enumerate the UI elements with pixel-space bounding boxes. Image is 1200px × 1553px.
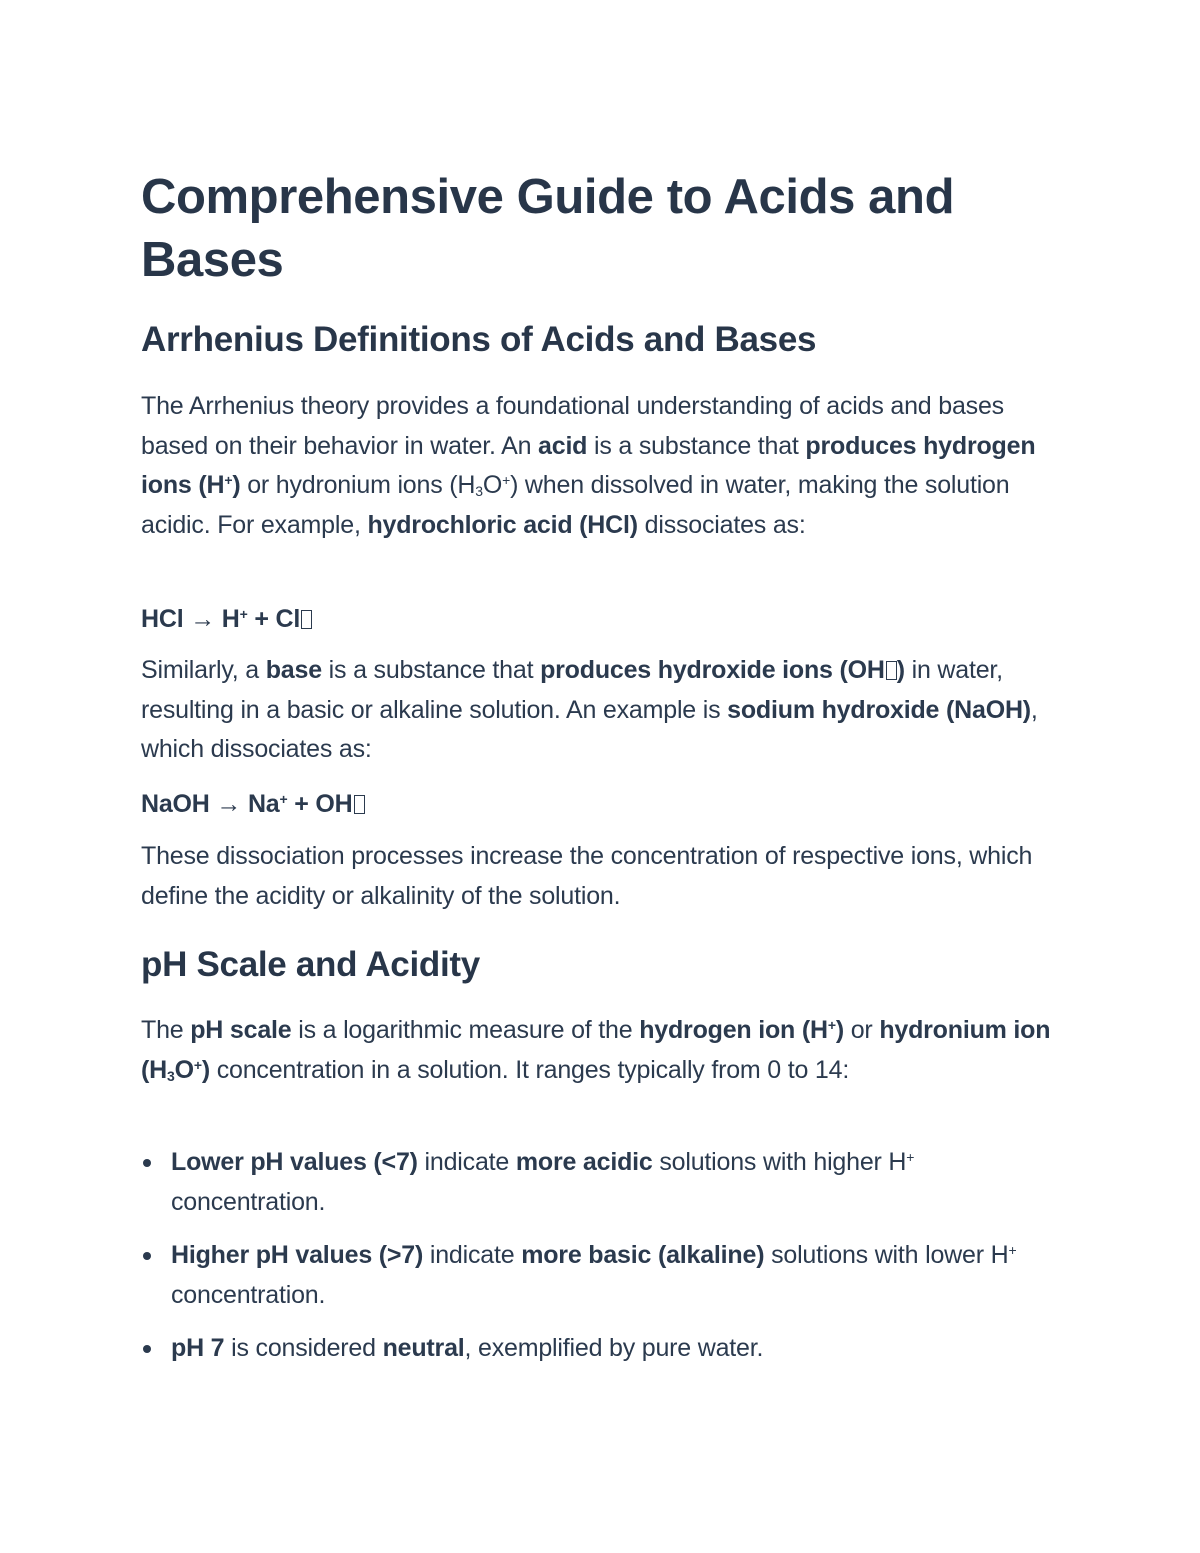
missing-glyph-icon [301, 610, 312, 629]
ph-bullet-list [141, 1143, 1061, 1383]
section-heading-arrhenius: Arrhenius Definitions of Acids and Bases [141, 320, 817, 359]
equation-hcl: HCl → H+ + Cl [141, 601, 312, 637]
missing-glyph-icon [354, 795, 365, 814]
arrhenius-base-paragraph: Similarly, a base is a substance that produces hydroxide ions (OH ) in water, resulting in a basic or alkaline solution. An example is sodium hydroxide (NaOH), which dissociates as: [141, 656, 1038, 763]
ph-scale-paragraph: The pH scale is a logarithmic measure of the hydrogen ion (H+) or hydronium ion $(H_3O^+)$ concentration in a solution. It ranges typically from 0 to 14: [141, 1016, 1051, 1084]
list-item: Lower pH values (<7) indicate more acidic solutions with higher H+ concentration. [141, 1143, 1061, 1222]
bullet-icon [143, 1252, 151, 1260]
list-item: pH 7 is considered neutral, exemplified by pure water. [141, 1329, 1061, 1369]
dissociation-summary-paragraph: These dissociation processes increase the concentration of respective ions, which define the acidity or alkalinity of the solution. [141, 842, 1033, 910]
page-title: Comprehensive Guide to Acids and Bases [141, 170, 955, 287]
section-heading-ph-scale: pH Scale and Acidity [141, 945, 480, 984]
missing-glyph-icon [886, 661, 897, 680]
bullet-icon [143, 1159, 151, 1167]
list-item: Higher pH values (>7) indicate more basic (alkaline) solutions with lower H+ concentration. [141, 1236, 1061, 1315]
arrhenius-acid-paragraph: The Arrhenius theory provides a foundational understanding of acids and bases based on their behavior in water. An acid is a substance that produces hydrogen ions (H+) or hydronium ions $(H_3O^+)$ when dissolved in water, making the solution acidic. For example, hydrochloric acid (HCl) dissociates as: [141, 392, 1036, 539]
equation-naoh: NaOH → Na+ + OH [141, 786, 365, 822]
bullet-icon [143, 1345, 151, 1353]
